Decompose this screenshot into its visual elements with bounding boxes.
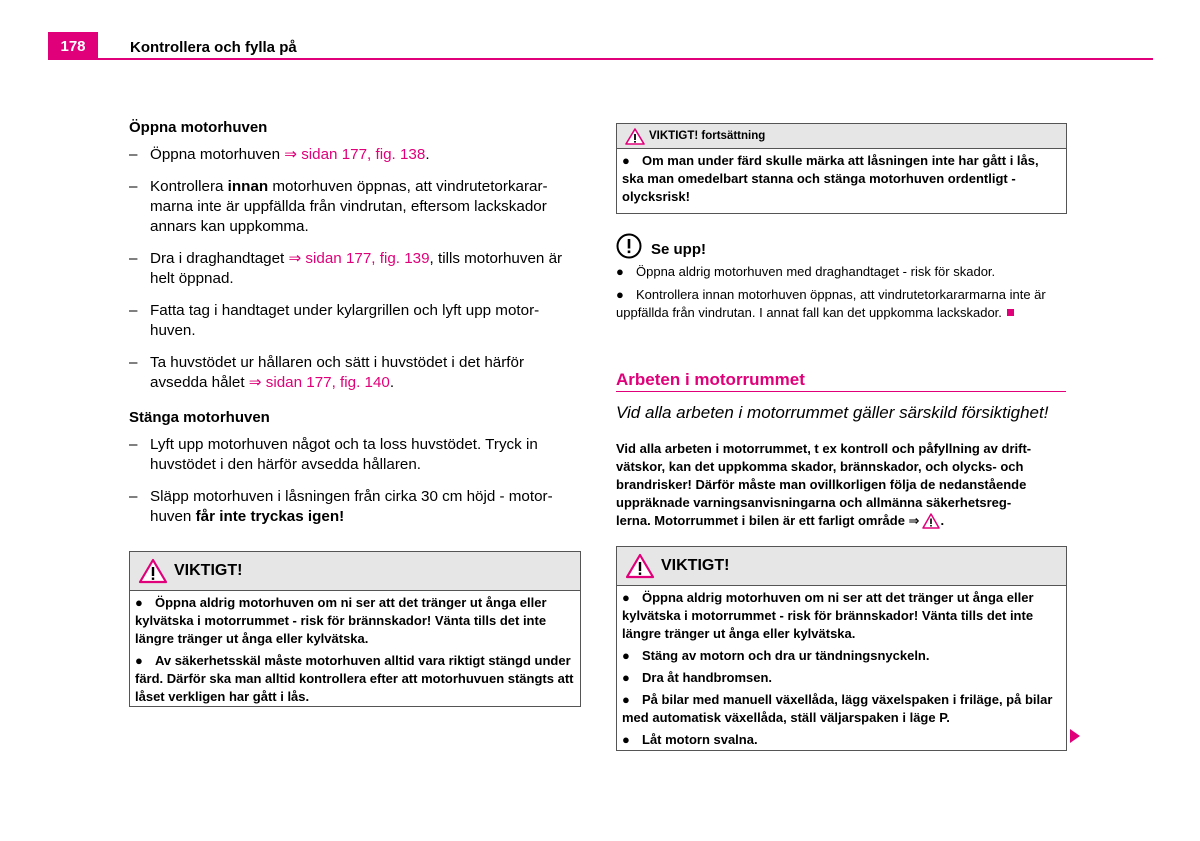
page-link[interactable]: ⇒ sidan 177, fig. 138	[284, 146, 426, 163]
caution-title: Se upp!	[651, 240, 706, 258]
bullet-icon: ●	[622, 648, 630, 663]
dash: –	[129, 146, 138, 163]
close-step-1	[129, 435, 584, 475]
step-emphasis: får inte tryckas igen!	[195, 508, 345, 525]
intro-line: vätskor, kan det uppkomma skador, brännskador, och olycks- och	[616, 459, 1024, 474]
open-step-5	[129, 353, 584, 393]
warning-header	[130, 552, 580, 591]
header-rule	[48, 58, 1153, 60]
warning-box-right	[616, 546, 1067, 751]
dash: –	[129, 250, 138, 267]
open-step-4	[129, 301, 584, 341]
dash: –	[129, 488, 138, 505]
warning-text: På bilar med manuell växellåda, lägg växelspaken i friläge, på bilar med automatisk växellåda, ställ väljarspaken i läge P.	[622, 692, 1053, 725]
step-text: , tills motorhuven är	[429, 250, 563, 267]
warning-triangle-icon	[138, 558, 168, 584]
close-hood-heading: Stänga motorhuven	[129, 409, 270, 426]
caution-text: Öppna aldrig motorhuven med draghandtaget - risk för skador.	[636, 264, 996, 279]
open-step-2	[129, 177, 584, 237]
warning-header	[617, 547, 1066, 586]
step-text: motorhuven öppnas, att vindrutetorkarar-	[268, 178, 548, 195]
intro-line: uppräknade varningsanvisningarna och allmänna säkerhetsreg-	[616, 495, 1012, 510]
bullet-icon: ●	[622, 590, 630, 605]
step-text: annars kan uppkomma.	[150, 218, 309, 235]
caution-body	[616, 263, 1066, 327]
warning-continued-box	[616, 123, 1067, 214]
warning-text: Stäng av motorn och dra ur tändningsnyckeln.	[642, 648, 930, 663]
page-link[interactable]: ⇒ sidan 177, fig. 139	[288, 250, 430, 267]
warning-item	[622, 647, 1061, 665]
warning-text: Dra åt handbromsen.	[642, 670, 773, 685]
warning-item	[622, 691, 1061, 727]
dash: –	[129, 436, 138, 453]
bullet-icon: ●	[135, 653, 143, 668]
caution-text: Kontrollera innan motorhuven öppnas, att vindrutetorkararmarna inte är uppfällda från vindrutan. I annat fall kan det uppkomma lackskador.	[616, 287, 1046, 320]
warning-text: Låt motorn svalna.	[642, 732, 758, 747]
step-text: avsedda hålet	[150, 374, 249, 391]
warning-title: VIKTIGT! fortsättning	[649, 130, 766, 142]
warning-item	[622, 731, 1061, 749]
warning-text: Av säkerhetsskäl måste motorhuven alltid vara riktigt stängd under färd. Därför ska man alltid kontrollera efter att motorhuvuen stängts att låset verkligen har gått i lås.	[135, 653, 574, 704]
page-link[interactable]: ⇒ sidan 177, fig. 140	[248, 374, 390, 391]
step-text: Öppna motorhuven	[150, 146, 285, 163]
warning-text: Öppna aldrig motorhuven om ni ser att det tränger ut ånga eller kylvätska i motorrummet - risk för brännskador! Vänta tills det inte längre tränger ut ånga eller kylvätska.	[622, 590, 1034, 641]
caution-item	[616, 263, 1066, 281]
step-text: .	[425, 146, 430, 163]
section-intro	[616, 440, 1076, 530]
dash: –	[129, 302, 138, 319]
continue-arrow-icon[interactable]	[1070, 729, 1080, 743]
step-text: huven	[150, 508, 196, 525]
dash: –	[129, 354, 138, 371]
step-text: huven.	[150, 322, 196, 339]
caution-item	[616, 286, 1066, 322]
bullet-icon: ●	[616, 287, 624, 302]
bullet-icon: ●	[622, 692, 630, 707]
warning-item	[622, 589, 1061, 643]
step-text: Lyft upp motorhuven något och ta loss huvstödet. Tryck in	[150, 436, 538, 453]
warning-text: Öppna aldrig motorhuven om ni ser att det tränger ut ånga eller kylvätska i motorrummet - risk för brännskador! Vänta tills det inte längre tränger ut ånga eller kylvätska.	[135, 595, 547, 646]
bullet-icon: ●	[135, 595, 143, 610]
step-emphasis: innan	[227, 178, 269, 195]
caution-heading	[616, 233, 706, 259]
intro-end: .	[940, 513, 945, 528]
warning-item	[135, 594, 575, 648]
step-text: helt öppnad.	[150, 270, 234, 287]
bullet-icon: ●	[622, 153, 630, 168]
step-text: Kontrollera	[150, 178, 228, 195]
dash: –	[129, 178, 138, 195]
step-text: .	[389, 374, 395, 391]
section-subtitle: Vid alla arbeten i motorrummet gäller särskild försiktighet!	[616, 403, 1049, 422]
step-text: Ta huvstödet ur hållaren och sätt i huvstödet i det härför	[150, 354, 524, 371]
step-text: Dra i draghandtaget	[150, 250, 289, 267]
warning-title: VIKTIGT!	[661, 557, 730, 574]
intro-line: lerna. Motorrummet i bilen är ett farligt område ⇒	[616, 513, 920, 528]
close-step-2	[129, 487, 584, 527]
section-rule	[616, 391, 1066, 392]
warning-triangle-icon[interactable]	[922, 513, 940, 529]
step-text: Släpp motorhuven i låsningen från cirka 30 cm höjd - motor-	[150, 488, 553, 505]
warning-triangle-icon	[625, 553, 655, 579]
warning-item	[135, 652, 575, 706]
step-text: marna inte är uppfällda från vindrutan, eftersom lackskador	[150, 198, 547, 215]
warning-title: VIKTIGT!	[174, 562, 243, 579]
warning-triangle-icon	[625, 128, 645, 145]
warning-header	[617, 124, 1066, 149]
section-title: Arbeten i motorrummet	[616, 370, 805, 389]
exclamation-circle-icon	[616, 233, 642, 259]
step-text: huvstödet i den härför avsedda hållaren.	[150, 456, 422, 473]
warning-item	[622, 669, 1061, 687]
bullet-icon: ●	[616, 264, 624, 279]
bullet-icon: ●	[622, 732, 630, 747]
warning-item	[622, 152, 1061, 206]
page-number: 178	[48, 32, 98, 60]
end-marker-icon	[1007, 309, 1014, 316]
warning-box-left	[129, 551, 581, 707]
warning-text: Om man under färd skulle märka att låsningen inte har gått i lås, ska man omedelbart stanna och stänga motorhuven ordentligt - olycksrisk!	[622, 153, 1039, 204]
header-title: Kontrollera och fylla på	[130, 39, 297, 56]
open-step-1	[129, 145, 584, 165]
open-step-3	[129, 249, 584, 289]
bullet-icon: ●	[622, 670, 630, 685]
open-hood-heading: Öppna motorhuven	[129, 119, 268, 136]
intro-line: Vid alla arbeten i motorrummet, t ex kontroll och påfyllning av drift-	[616, 441, 1032, 456]
intro-line: brandrisker! Därför måste man ovillkorligen följa de nedanstående	[616, 477, 1027, 492]
step-text: Fatta tag i handtaget under kylargrillen och lyft upp motor-	[150, 302, 540, 319]
